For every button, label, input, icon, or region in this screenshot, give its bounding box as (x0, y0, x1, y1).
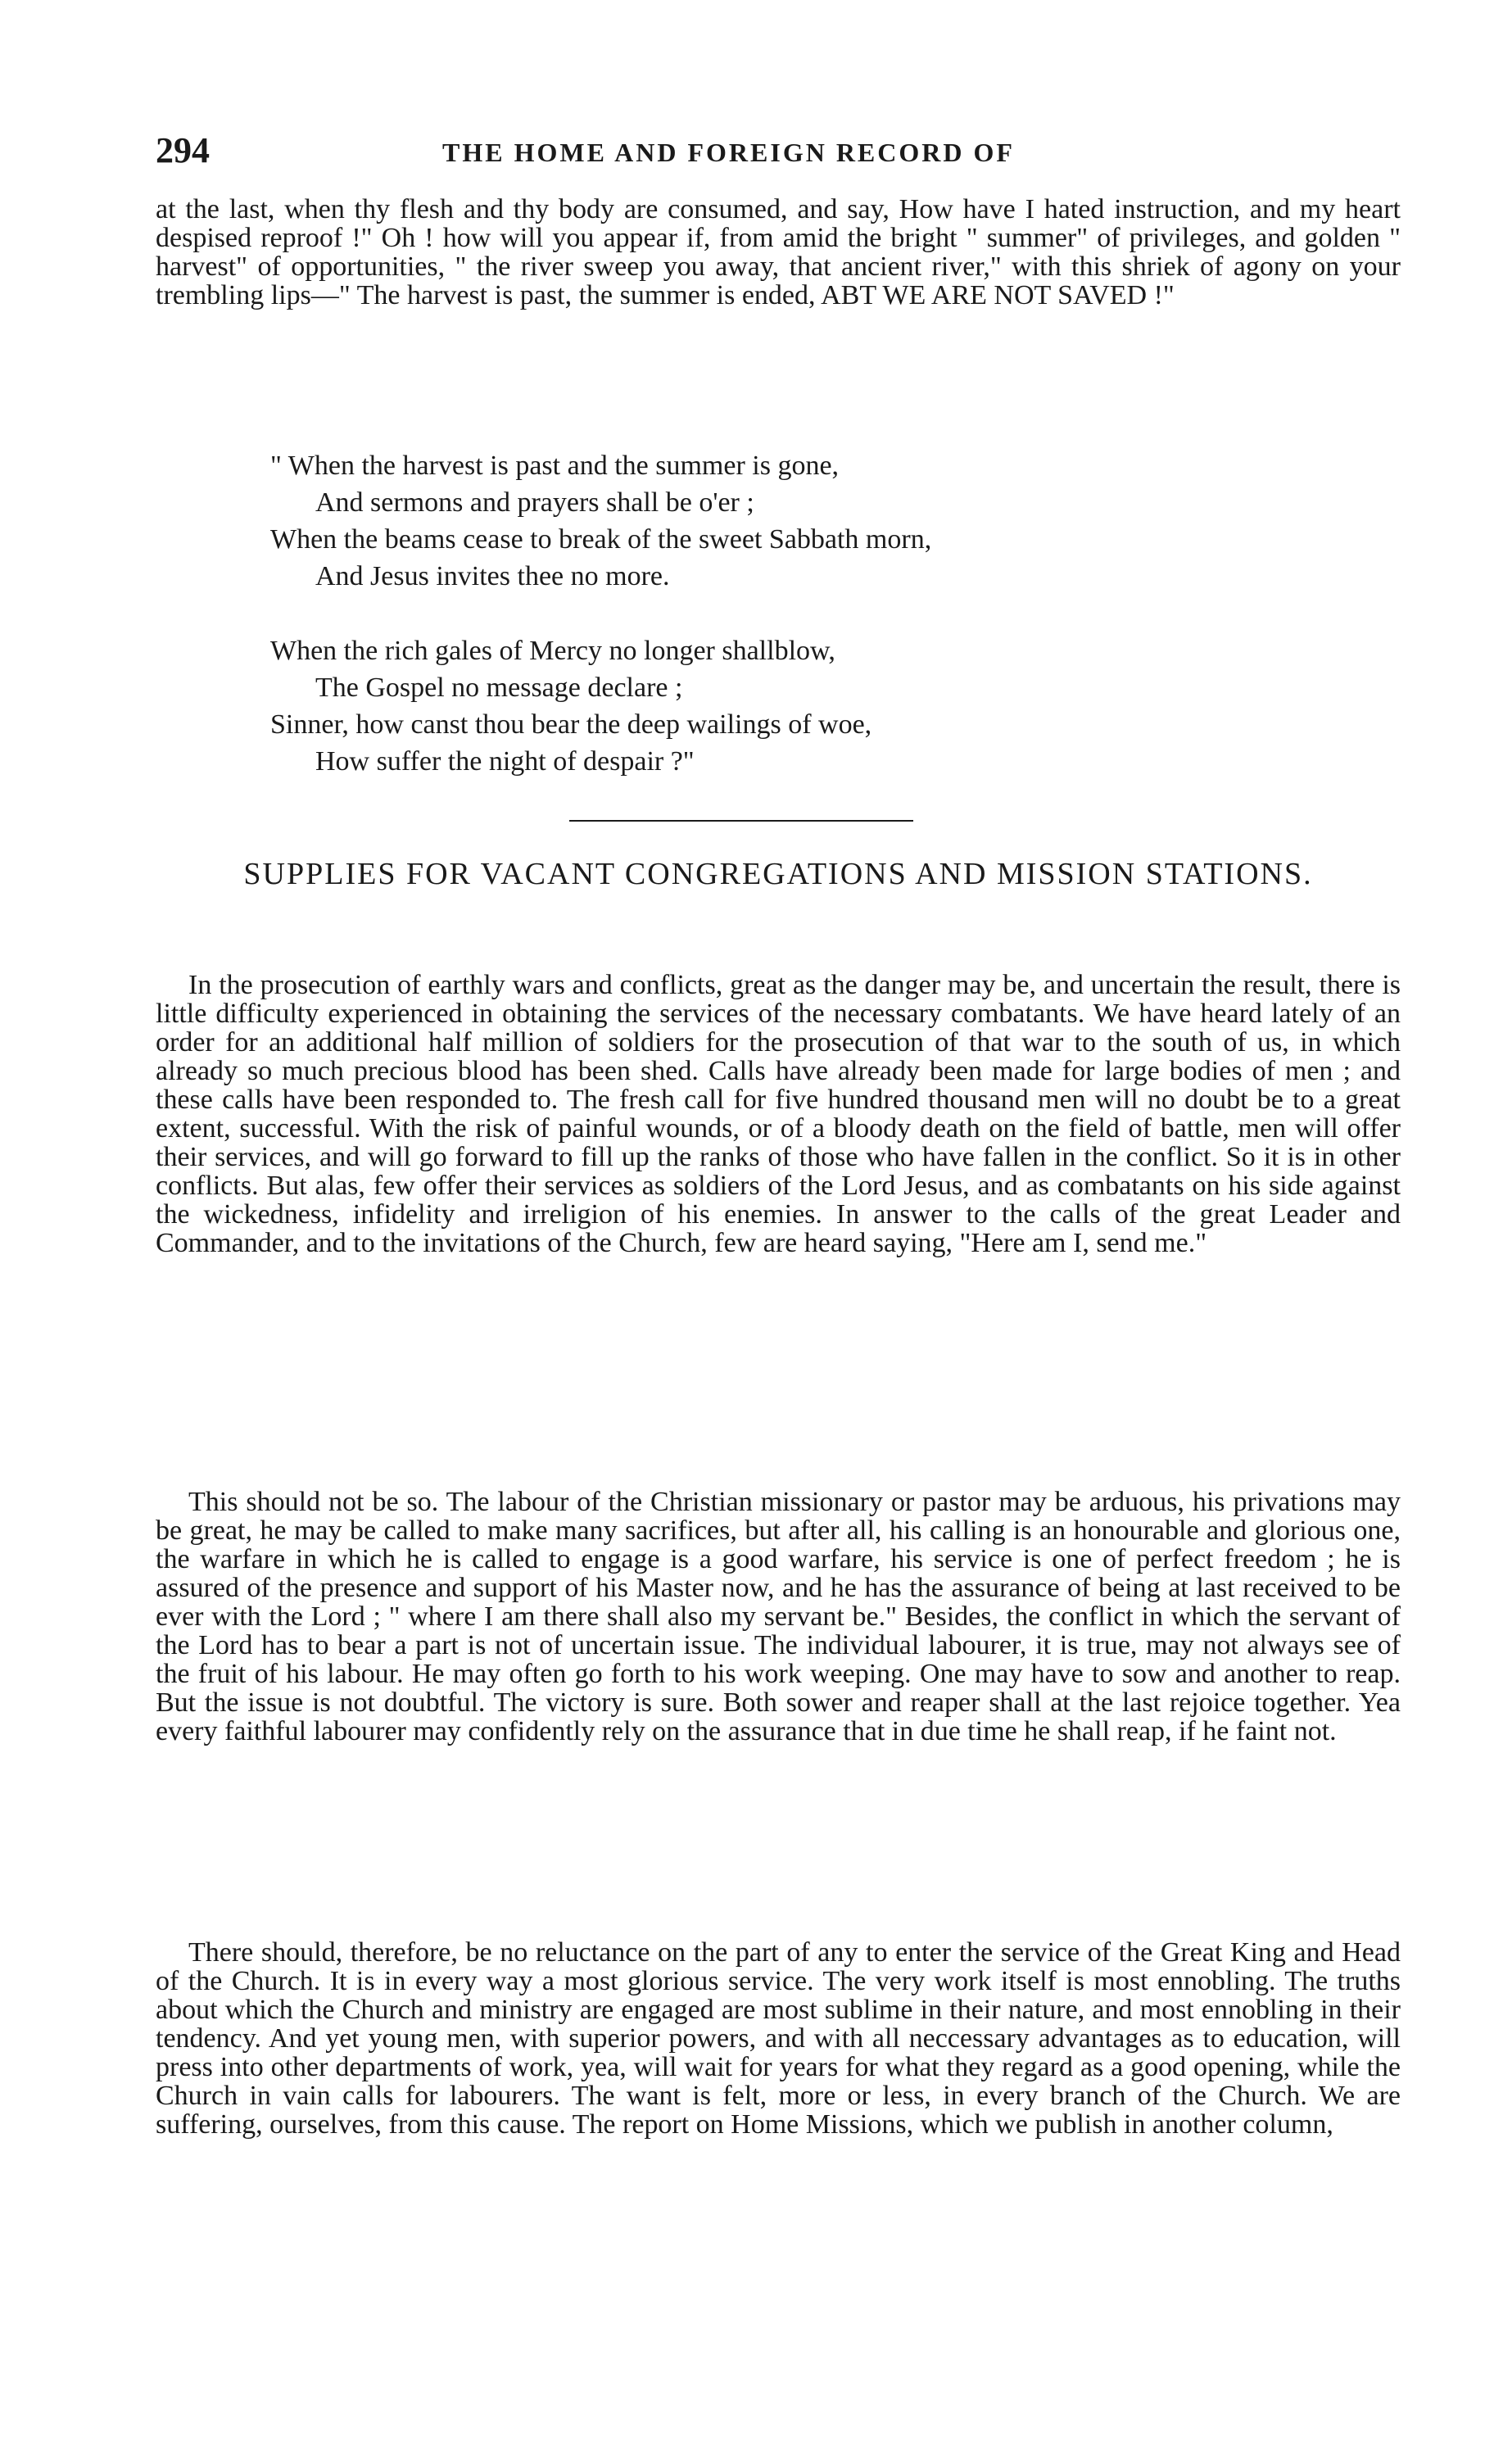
poem-line: When the rich gales of Mercy no longer shallblow, (270, 636, 835, 666)
poem-line: How suffer the night of despair ?" (315, 746, 695, 777)
poem-stanza-1 (270, 447, 1335, 595)
page-header (156, 129, 1401, 179)
poem-line: " When the harvest is past and the summer is gone, (270, 451, 840, 481)
poem-stanza-2 (270, 632, 1335, 780)
poem-line: And Jesus invites thee no more. (315, 561, 670, 591)
running-title: THE HOME AND FOREIGN RECORD OF (442, 138, 1015, 167)
poem-line: The Gospel no message declare ; (315, 673, 683, 703)
body-paragraph: There should, therefore, be no reluctance on the part of any to enter the service of the Great King and Head of the Church. It is in every way a most glorious service. The very work itself is most ennobling. The truths about which the Church and ministry are engaged are most sublime in their nature, and most ennobling in their tendency. And yet young men, with superior powers, and with all neccessary advantages as to education, will press into other departments of work, yea, will wait for years for what they regard as a good opening, while the Church in vain calls for labourers. The want is felt, more or less, in every branch of the Church. We are suffering, ourselves, from this cause. The report on Home Missions, which we publish in another column, (156, 1937, 1401, 2140)
section-heading: SUPPLIES FOR VACANT CONGREGATIONS AND MISSION STATIONS. (243, 857, 1313, 891)
body-paragraph: In the prosecution of earthly wars and conflicts, great as the danger may be, and uncertain the result, there is little difficulty experienced in obtaining the services of the necessary combatants. We have heard lately of an order for an additional half million of soldiers for the prosecution of that war to the south of us, in which already so much precious blood has been shed. Calls have already been made for large bodies of men ; and these calls have been responded to. The fresh call for five hundred thousand men will no doubt be to a great extent, successful. With the risk of painful wounds, or of a bloody death on the field of battle, men will offer their services, and will go forward to fill up the ranks of those who have fallen in the conflict. So it is in other conflicts. But alas, few offer their services as soldiers of the Lord Jesus, and as combatants on his side against the wickedness, infidelity and irreligion of his enemies. In answer to the calls of the great Leader and Commander, and to the invitations of the Church, few are heard saying, "Here am I, send me." (156, 970, 1401, 1258)
poem-line: And sermons and prayers shall be o'er ; (315, 487, 754, 518)
intro-paragraph: at the last, when thy flesh and thy body are consumed, and say, How have I hated instruction, and my heart despised reproof !" Oh ! how will you appear if, from amid the bright " summer" of privileges, and golden " harvest" of opportunities, " the river sweep you away, that ancient river," with this shriek of agony on your trembling lips—" The harvest is past, the summer is ended, ABT WE ARE NOT SAVED !" (156, 194, 1401, 310)
poem-line: Sinner, how canst thou bear the deep wailings of woe, (270, 709, 872, 740)
body-paragraph: This should not be so. The labour of the Christian missionary or pastor may be arduous, his privations may be great, he may be called to make many sacrifices, but after all, his calling is an honourable and glorious one, the warfare in which he is called to engage is a good warfare, his service is one of perfect freedom ; he is assured of the presence and support of his Master now, and he has the assurance of being at last received to be ever with the Lord ; " where I am there shall also my servant be." Besides, the conflict in which the servant of the Lord has to bear a part is not of uncertain issue. The individual labourer, it is true, may not always see of the fruit of his labour. He may often go forth to his work weeping. One may have to sow and another to reap. But the issue is not doubtful. The victory is sure. Both sower and reaper shall at the last rejoice together. Yea every faithful labourer may confidently rely on the assurance that in due time he shall reap, if he faint not. (156, 1487, 1401, 1746)
poem-line: When the beams cease to break of the sweet Sabbath morn, (270, 524, 932, 555)
section-divider (569, 820, 913, 822)
page-number: 294 (156, 130, 210, 170)
